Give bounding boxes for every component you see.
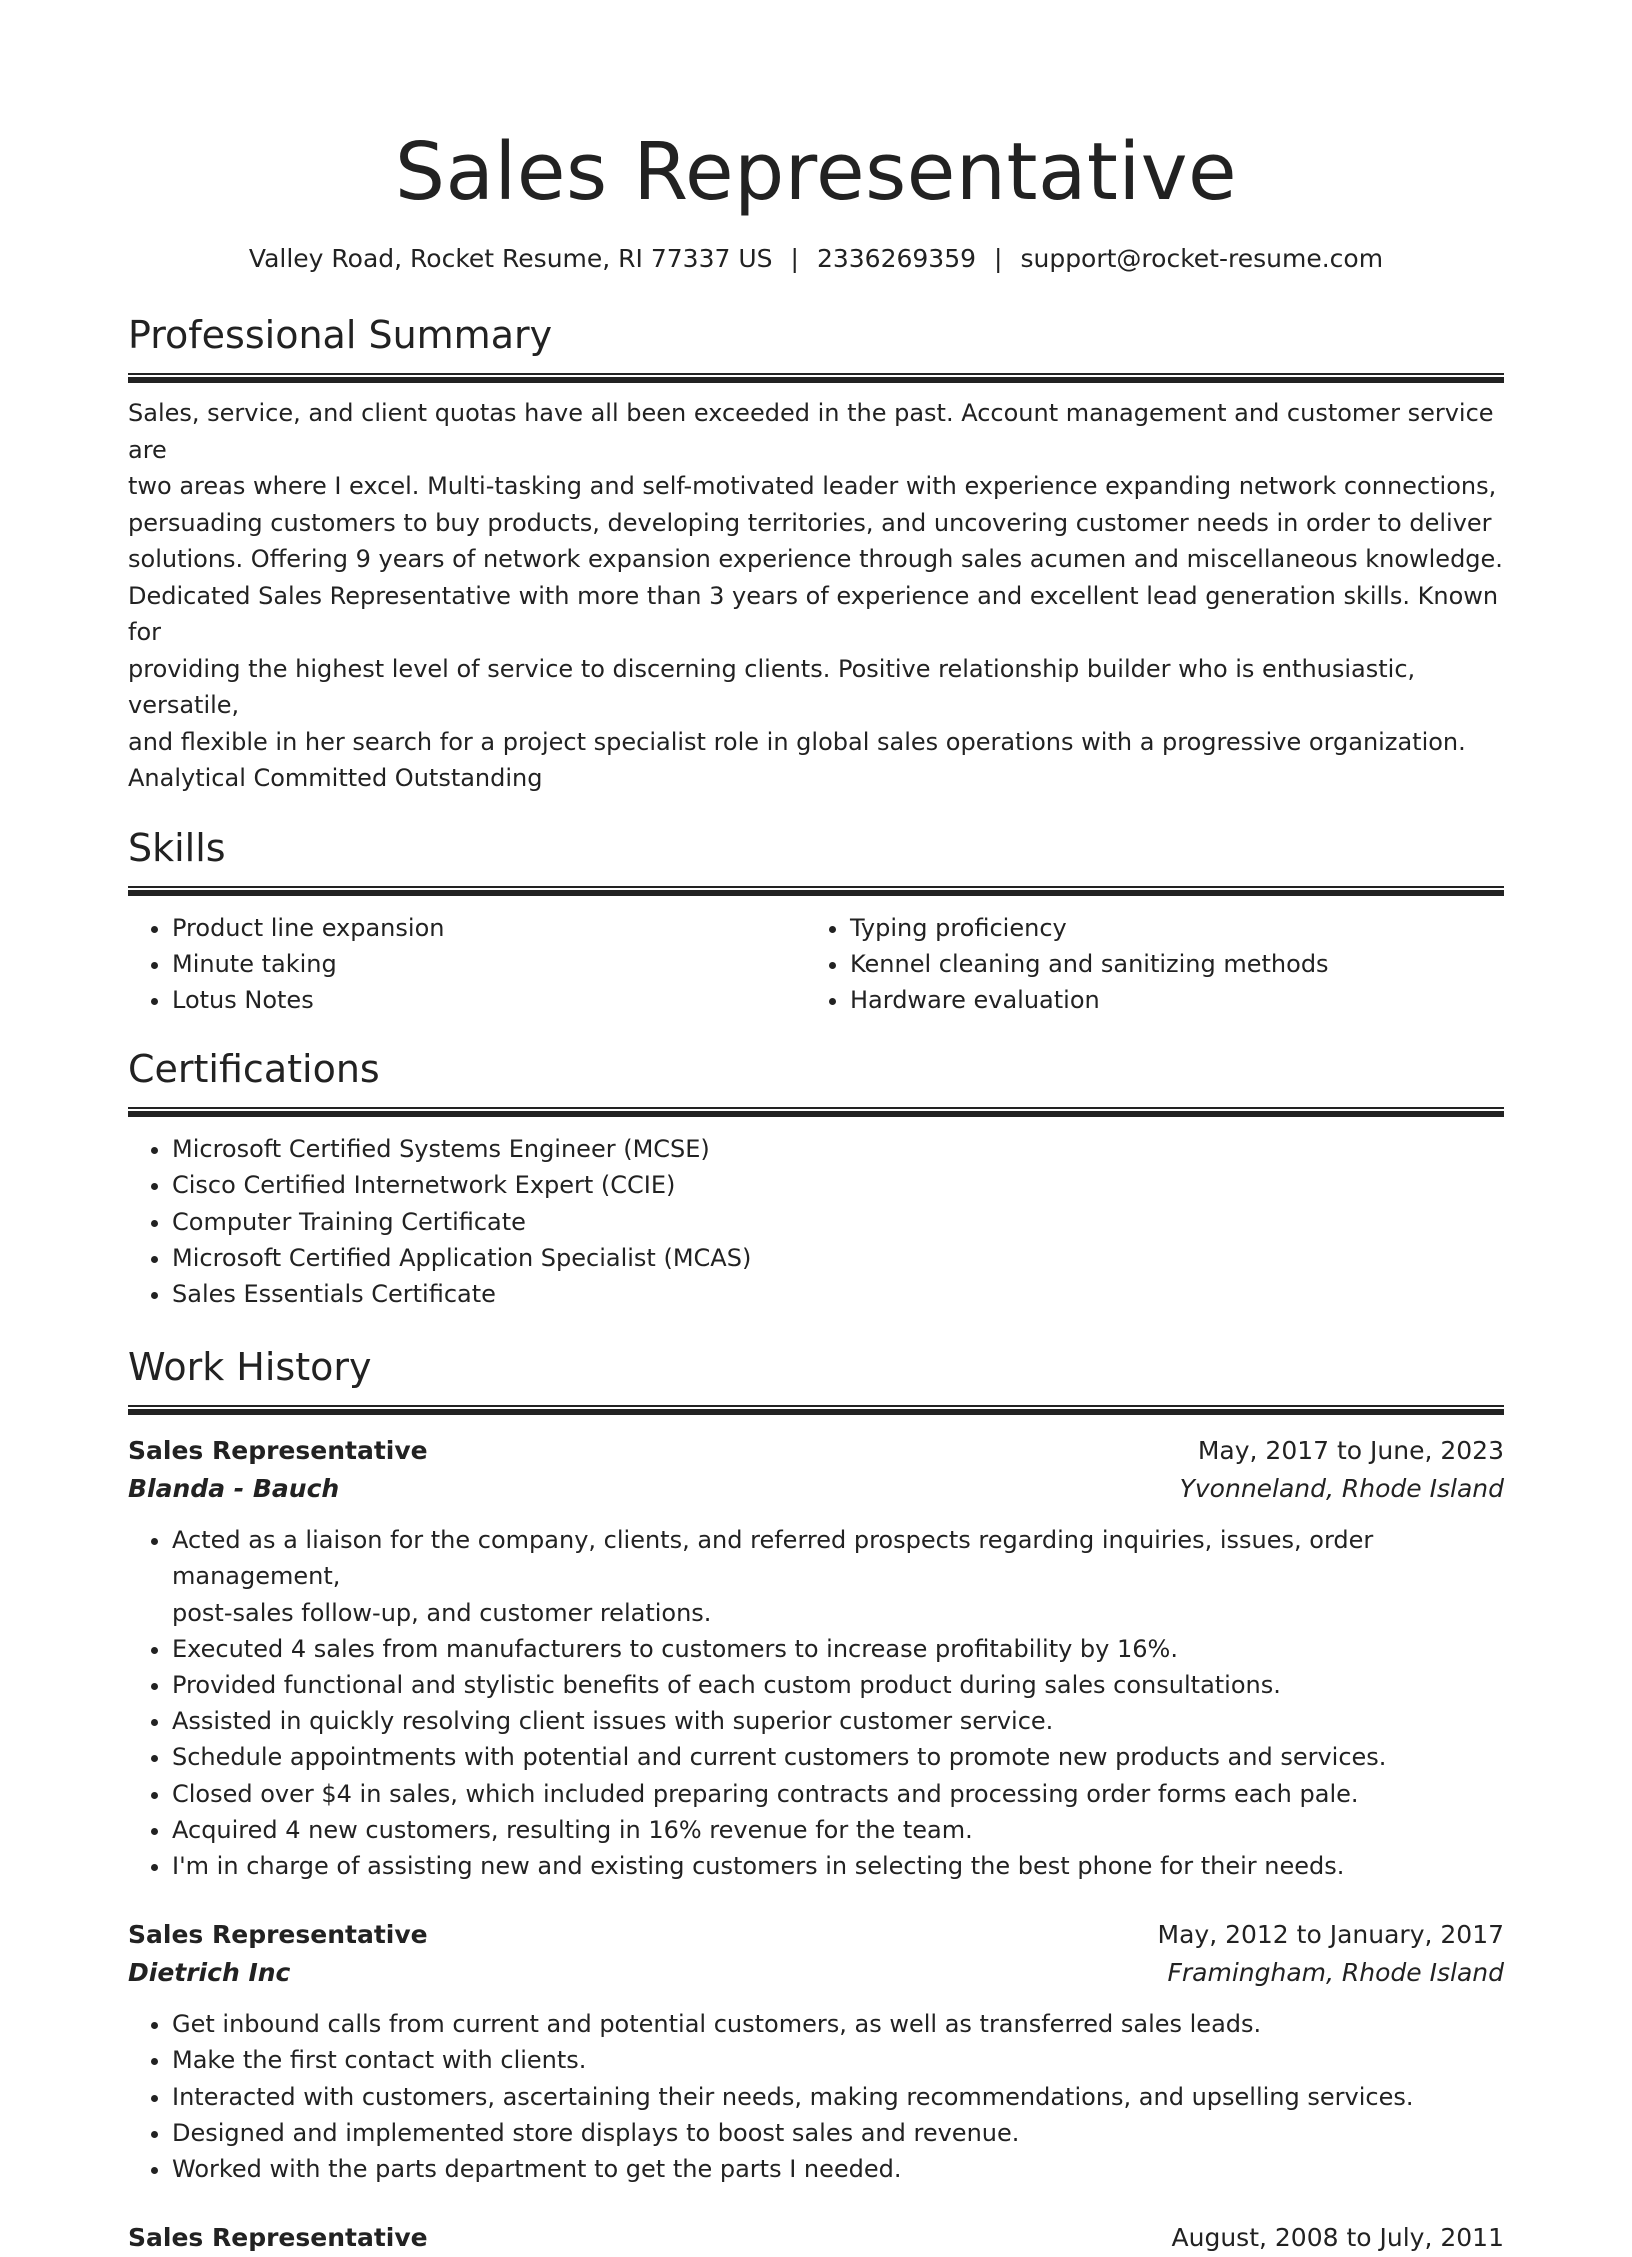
contact-address: Valley Road, Rocket Resume, RI 77337 US (248, 244, 773, 273)
job-entry (128, 1916, 1504, 2187)
skills-grid (128, 910, 1504, 1019)
skill-item: • Lotus Notes (172, 982, 806, 1018)
job-bullet-line: post-sales follow-up, and customer relations. (172, 1598, 712, 1627)
job-bullet: • Designed and implemented store displays to boost sales and revenue. (172, 2115, 1504, 2151)
job-bullet: • Interacted with customers, ascertaining their needs, making recommendations, and upselling services. (172, 2079, 1504, 2115)
job-bullet: • Worked with the parts department to get the parts I needed. (172, 2151, 1504, 2187)
certification-item: • Computer Training Certificate (172, 1204, 1504, 1240)
contact-line (128, 242, 1504, 276)
work-history-heading: Work History (128, 1345, 372, 1390)
summary-line: providing the highest level of service to discerning clients. Positive relationship builder who is enthusiastic, versatile, (128, 654, 1416, 719)
summary-section (128, 310, 1504, 797)
job-dates: May, 2017 to June, 2023 (1197, 1436, 1504, 1466)
job-bullet-line: Acted as a liaison for the company, clients, and referred prospects regarding inquiries, issues, order management, (172, 1526, 1374, 1591)
job-bullet: • Assisted in quickly resolving client issues with superior customer service. (172, 1703, 1504, 1739)
contact-separator: | (994, 244, 1003, 273)
job-bullet: • Make the first contact with clients. (172, 2042, 1504, 2078)
job-entry (128, 1432, 1504, 1884)
job-title: Sales Representative (128, 1920, 428, 1950)
skill-item: • Hardware evaluation (850, 982, 1484, 1018)
skills-section (128, 823, 1504, 1019)
job-header (128, 1916, 1504, 1954)
contact-phone: 2336269359 (816, 244, 977, 273)
job-bullet: • Schedule appointments with potential and current customers to promote new products and services. (172, 1739, 1504, 1775)
section-divider (128, 886, 1504, 896)
summary-line: Dedicated Sales Representative with more than 3 years of experience and excellent lead generation skills. Known for (128, 581, 1499, 646)
certification-item: • Microsoft Certified Systems Engineer (MCSE) (172, 1131, 1504, 1167)
resume-page (128, 0, 1504, 2257)
job-company: Dietrich Inc (128, 1958, 291, 1988)
skills-heading: Skills (128, 825, 226, 870)
summary-line: two areas where I excel. Multi-tasking and self-motivated leader with experience expanding network connections, (128, 472, 1497, 500)
work-history-section (128, 1342, 1504, 2257)
summary-heading: Professional Summary (128, 313, 553, 357)
job-bullet: • Executed 4 sales from manufacturers to customers to increase profitability by 16%. (172, 1631, 1504, 1667)
skill-item: • Product line expansion (172, 910, 806, 946)
contact-separator: | (790, 244, 799, 273)
summary-line: Sales, service, and client quotas have all been exceeded in the past. Account management and customer service are (128, 399, 1494, 464)
job-header (128, 1432, 1504, 1470)
section-divider (128, 373, 1504, 383)
resume-name: Sales Representative (394, 126, 1238, 218)
summary-line: Analytical Committed Outstanding (128, 764, 543, 792)
job-bullet (172, 1522, 1504, 1631)
skill-item: • Kennel cleaning and sanitizing methods (850, 946, 1484, 982)
job-bullet: • Acquired 4 new customers, resulting in 16% revenue for the team. (172, 1812, 1504, 1848)
skill-item: • Typing proficiency (850, 910, 1484, 946)
certification-item: • Microsoft Certified Application Specialist (MCAS) (172, 1240, 1504, 1276)
summary-line: persuading customers to buy products, developing territories, and uncovering customer needs in order to deliver (128, 508, 1492, 537)
skill-item: • Minute taking (172, 946, 806, 982)
summary-line: and flexible in her search for a project specialist role in global sales operations with a progressive organization. (128, 727, 1466, 756)
job-bullets (128, 2006, 1504, 2187)
job-location: Framingham, Rhode Island (1167, 1958, 1504, 1988)
job-company: Blanda - Bauch (128, 1474, 340, 1504)
certification-item: • Sales Essentials Certificate (172, 1276, 1504, 1312)
certifications-section (128, 1044, 1504, 1312)
job-entry (128, 2219, 1504, 2257)
contact-email: support@rocket-resume.com (1020, 244, 1384, 273)
job-header (128, 2219, 1504, 2257)
job-bullet: • Get inbound calls from current and potential customers, as well as transferred sales leads. (172, 2006, 1504, 2042)
job-dates: May, 2012 to January, 2017 (1157, 1920, 1504, 1950)
section-divider (128, 1107, 1504, 1117)
job-bullets (128, 1522, 1504, 1884)
job-title: Sales Representative (128, 1436, 428, 1466)
certifications-heading: Certifications (128, 1047, 380, 1092)
skills-column-right (806, 910, 1484, 1019)
job-dates: August, 2008 to July, 2011 (1171, 2223, 1504, 2253)
skills-column-left (128, 910, 806, 1019)
job-location: Yvonneland, Rhode Island (1179, 1474, 1504, 1504)
certification-item: • Cisco Certified Internetwork Expert (CCIE) (172, 1167, 1504, 1203)
job-bullet: • Provided functional and stylistic benefits of each custom product during sales consultations. (172, 1667, 1504, 1703)
job-subheader (128, 1954, 1504, 1992)
job-bullet: • Closed over $4 in sales, which included preparing contracts and processing order forms each pale. (172, 1776, 1504, 1812)
certifications-list (128, 1131, 1504, 1312)
job-bullet: • I'm in charge of assisting new and existing customers in selecting the best phone for their needs. (172, 1848, 1504, 1884)
job-title: Sales Representative (128, 2223, 428, 2253)
summary-line: solutions. Offering 9 years of network expansion experience through sales acumen and miscellaneous knowledge. (128, 545, 1503, 573)
job-subheader (128, 1470, 1504, 1508)
section-divider (128, 1405, 1504, 1415)
summary-text (128, 395, 1504, 797)
